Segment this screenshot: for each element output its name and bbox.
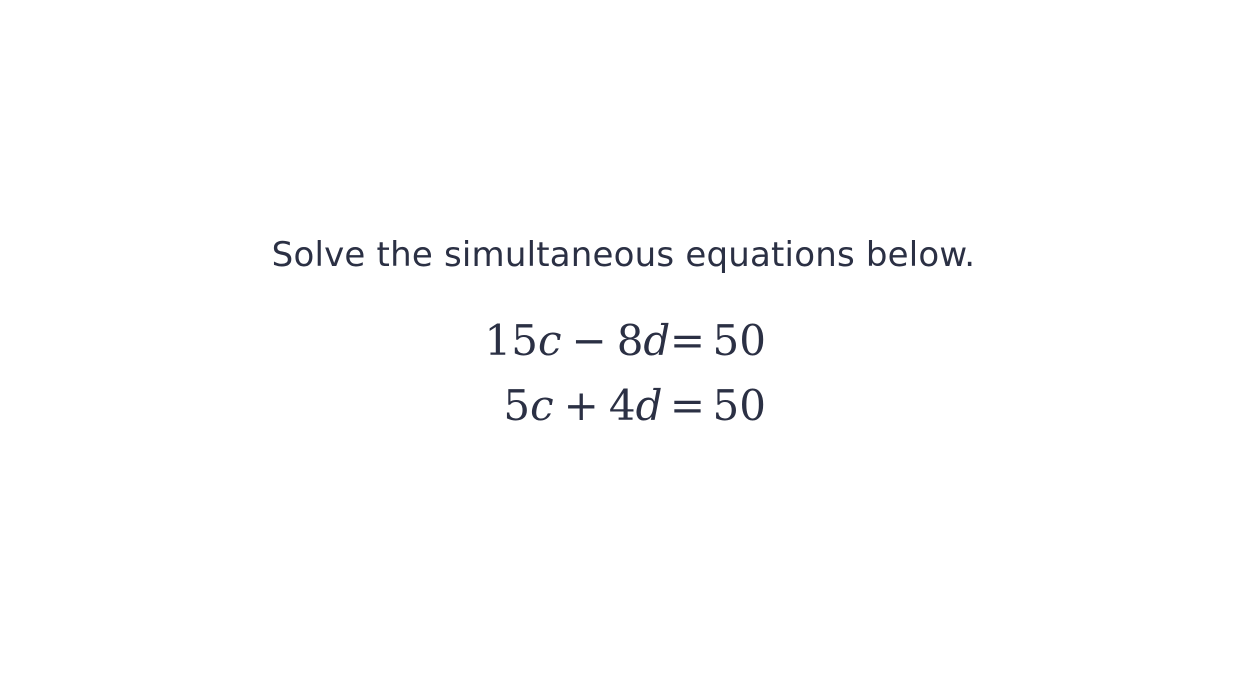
question-prompt: Solve the simultaneous equations below. — [271, 235, 976, 275]
equation-1-equals: = — [669, 316, 706, 365]
equation-2-lhs — [485, 381, 663, 430]
equation-2-operator: + — [563, 381, 599, 430]
equation-2-coef-c: 5 — [503, 381, 531, 430]
equation-1-operator: − — [571, 316, 607, 365]
equation-1 — [484, 316, 766, 381]
equation-system — [484, 316, 766, 446]
equation-1-rhs: 50 — [712, 316, 766, 365]
question-container — [0, 232, 1247, 446]
equation-2-equals: = — [669, 381, 706, 430]
equation-1-coef-c: 15 — [484, 316, 538, 365]
equation-2 — [485, 381, 766, 446]
equation-1-var-c: c — [537, 316, 562, 365]
equation-1-coef-d: 8 — [616, 316, 644, 365]
equation-2-rhs: 50 — [712, 381, 766, 430]
equation-1-var-d: d — [643, 316, 671, 365]
equation-1-lhs — [484, 316, 671, 365]
equation-2-var-c: c — [530, 381, 554, 430]
equation-2-coef-d: 4 — [608, 381, 636, 430]
equation-2-var-d: d — [635, 381, 663, 430]
